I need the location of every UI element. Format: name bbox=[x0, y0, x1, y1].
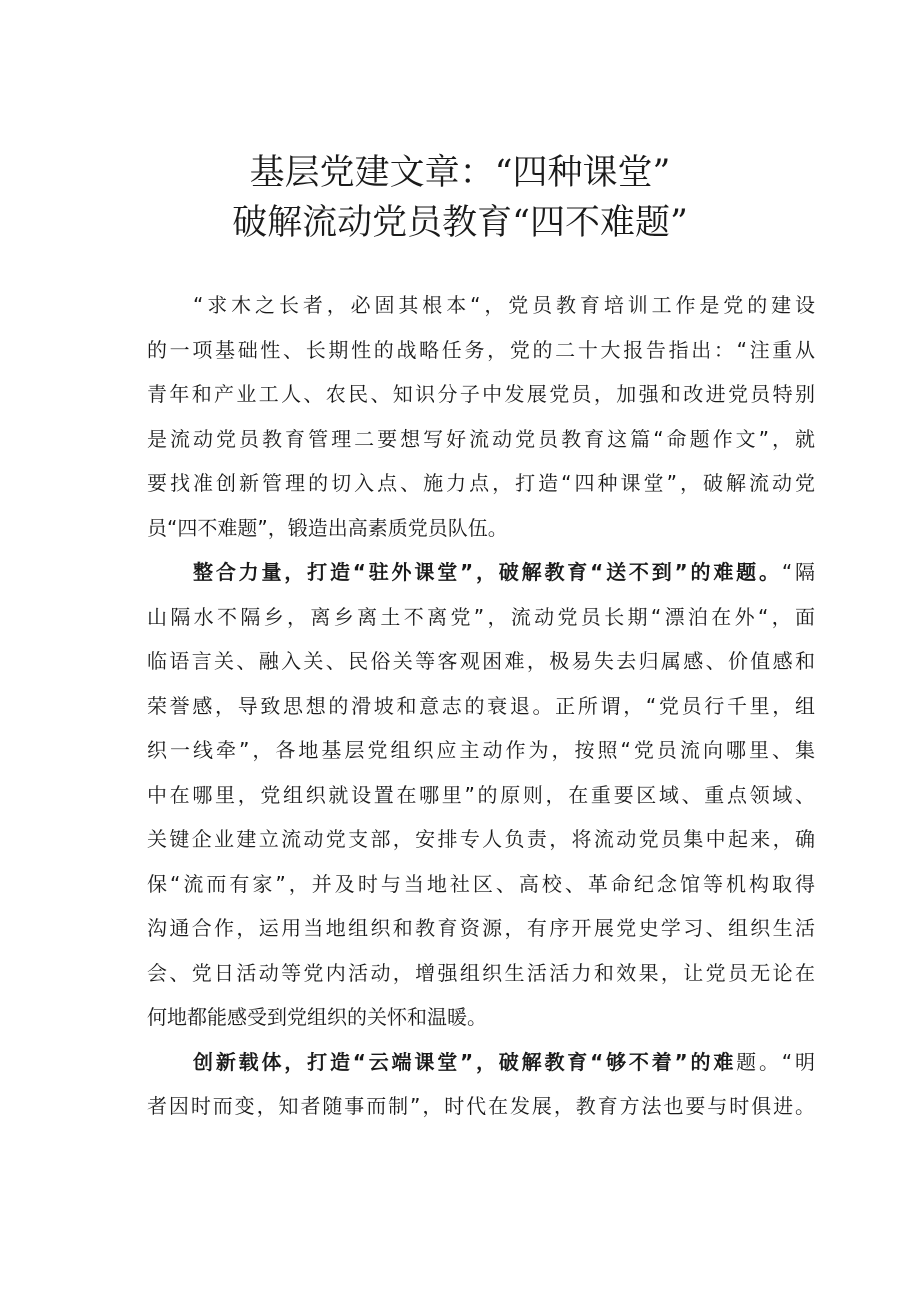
text-line: 是流动党员教育管理二要想写好流动党员教育这篇“命题作文”，就 bbox=[147, 426, 815, 451]
text-line bbox=[147, 550, 815, 595]
text-line: 保“流而有家”，并及时与当地社区、高校、革命纪念馆等机构取得 bbox=[147, 871, 815, 896]
text-line: 何地都能感受到党组织的关怀和温暖。 bbox=[147, 1005, 487, 1029]
paragraph-section-1 bbox=[147, 550, 815, 1040]
text-line: 山隔水不隔乡，离乡离土不离党”，流动党员长期“漂泊在外“，面 bbox=[147, 604, 815, 629]
text-line: 中在哪里，党组织就设置在哪里”的原则，在重要区域、重点领域、 bbox=[147, 782, 815, 807]
text-line bbox=[147, 1040, 815, 1085]
paragraph-section-2 bbox=[147, 1040, 815, 1129]
text-line: 沟通合作，运用当地组织和教育资源，有序开展党史学习、组织生活 bbox=[147, 916, 815, 940]
text-line: 的一项基础性、长期性的战略任务，党的二十大报告指出：“注重从 bbox=[147, 337, 815, 362]
text-line: 青年和产业工人、农民、知识分子中发展党员，加强和改进党员特别 bbox=[147, 382, 815, 406]
text-line: 织一线牵”，各地基层党组织应主动作为，按照“党员流向哪里、集 bbox=[147, 738, 815, 762]
text-line: 关键企业建立流动党支部，安排专人负责，将流动党员集中起来，确 bbox=[147, 827, 815, 851]
text-line: 要找准创新管理的切入点、施力点，打造“四种课堂”，破解流动党 bbox=[147, 471, 815, 495]
heading-continuation: 题。“明 bbox=[736, 1049, 815, 1074]
title-line-1: 基层党建文章：“四种课堂” bbox=[249, 153, 671, 193]
text-line: 员“四不难题”，锻造出高素质党员队伍。 bbox=[147, 515, 508, 540]
title-line-2: 破解流动党员教育“四不难题” bbox=[232, 203, 688, 243]
heading-continuation: “隔 bbox=[781, 560, 815, 584]
text-line: 荣誉感，导致思想的滑坡和意志的衰退。正所谓，“党员行千里，组 bbox=[147, 693, 815, 718]
text-line: 会、党日活动等党内活动，增强组织生活活力和效果，让党员无论在 bbox=[147, 960, 815, 985]
article-body bbox=[147, 283, 815, 1129]
text-line: 者因时而变，知者随事而制”，时代在发展，教育方法也要与时俱进。 bbox=[147, 1094, 815, 1118]
section-heading: 整合力量，打造“驻外课堂”，破解教育“送不到”的难题。 bbox=[193, 560, 782, 584]
article-title bbox=[0, 148, 920, 248]
section-heading: 创新载体，打造“云端课堂”，破解教育“够不着”的难 bbox=[193, 1049, 737, 1074]
text-line: “求木之长者，必固其根本“，党员教育培训工作是党的建设 bbox=[193, 293, 815, 317]
text-line: 临语言关、融入关、民俗关等客观困难，极易失去归属感、价值感和 bbox=[147, 649, 815, 673]
paragraph-intro bbox=[147, 283, 815, 550]
